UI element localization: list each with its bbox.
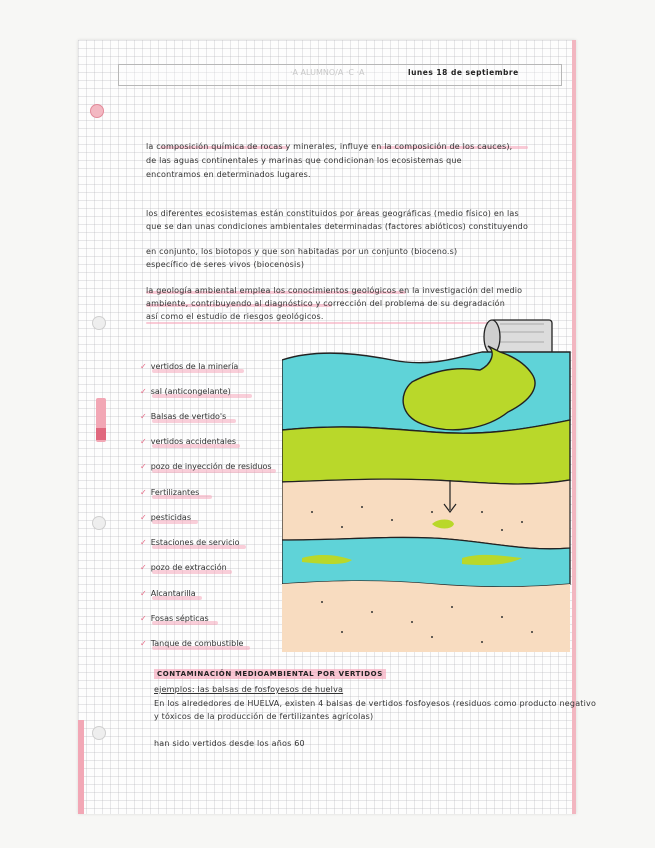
section-example: ejemplos: las balsas de fosfoyesos de huelva: [154, 685, 344, 694]
check-icon: ✓: [140, 387, 147, 396]
list-item: ✓ Balsas de vertido's: [140, 412, 227, 421]
check-icon: ✓: [140, 614, 147, 623]
paragraph-3-line-1: la geología ambiental emplea los conocimientos geológicos en la investigación del medio: [146, 286, 523, 295]
list-item: ✓ Fertilizantes: [140, 488, 200, 497]
list-item: ✓ sal (anticongelante): [140, 387, 231, 396]
paragraph-1-line-2: de las aguas continentales y marinas que condicionan los ecosistemas que: [146, 156, 462, 165]
side-tab-marker: [96, 428, 106, 440]
list-item: ✓ vertidos accidentales: [140, 437, 237, 446]
paragraph-2-line-2: que se dan unas condiciones ambientales determinadas (factores abióticos) constituyendo: [146, 222, 529, 231]
list-item: ✓ pesticidas: [140, 513, 191, 522]
check-icon: ✓: [140, 639, 147, 648]
list-item: ✓ pozo de extracción: [140, 563, 227, 572]
binder-hole: [92, 316, 106, 330]
check-icon: ✓: [140, 362, 147, 371]
paragraph-1-line-3: encontramos en determinados lugares.: [146, 170, 311, 179]
check-icon: ✓: [140, 488, 147, 497]
section-line-2: y tóxicos de la producción de fertilizantes agrícolas): [154, 712, 374, 721]
binder-hole: [90, 104, 104, 118]
list-item: ✓ Fosas sépticas: [140, 614, 209, 623]
check-icon: ✓: [140, 589, 147, 598]
header-ghost-text: ·A ALUMNO/A ·C ·A: [290, 68, 365, 77]
list-item: ✓ Estaciones de servicio: [140, 538, 240, 547]
check-icon: ✓: [140, 412, 147, 421]
binder-hole: [92, 726, 106, 740]
geology-diagram: [282, 312, 572, 664]
paragraph-2-line-1: los diferentes ecosistemas están constituidos por áreas geográficas (medio físico) en las: [146, 209, 519, 218]
check-icon: ✓: [140, 462, 147, 471]
page-margin-line-left: [78, 720, 84, 814]
paragraph-1-line-1: la composición química de rocas y minerales, influye en la composición de los cauces),: [146, 142, 513, 151]
list-item: ✓ vertidos de la minería: [140, 362, 239, 371]
section-heading: CONTAMINACIÓN MEDIOAMBIENTAL POR VERTIDOS: [154, 669, 386, 679]
page-date: lunes 18 de septiembre: [408, 68, 519, 77]
check-icon: ✓: [140, 513, 147, 522]
paragraph-2-line-4: específico de seres vivos (biocenosis): [146, 260, 305, 269]
list-item: ✓ pozo de inyección de residuos: [140, 462, 272, 471]
paragraph-3-line-2: ambiente, contribuyendo al diagnóstico y corrección del problema de su degradación: [146, 299, 505, 308]
list-item: ✓ Tanque de combustible: [140, 639, 244, 648]
bedrock-layer: [282, 581, 570, 652]
list-item: ✓ Alcantarilla: [140, 589, 196, 598]
paragraph-2-line-3: en conjunto, los biotopos y que son habitadas por un conjunto (bioceno.s): [146, 247, 458, 256]
section-line-3: han sido vertidos desde los años 60: [154, 739, 305, 748]
check-icon: ✓: [140, 538, 147, 547]
binder-hole: [92, 516, 106, 530]
section-line-1: En los alrededores de HUELVA, existen 4 balsas de vertidos fosfoyesos (residuos como producto negativo: [154, 699, 597, 708]
check-icon: ✓: [140, 563, 147, 572]
check-icon: ✓: [140, 437, 147, 446]
paragraph-3-line-3: así como el estudio de riesgos geológicos.: [146, 312, 324, 321]
